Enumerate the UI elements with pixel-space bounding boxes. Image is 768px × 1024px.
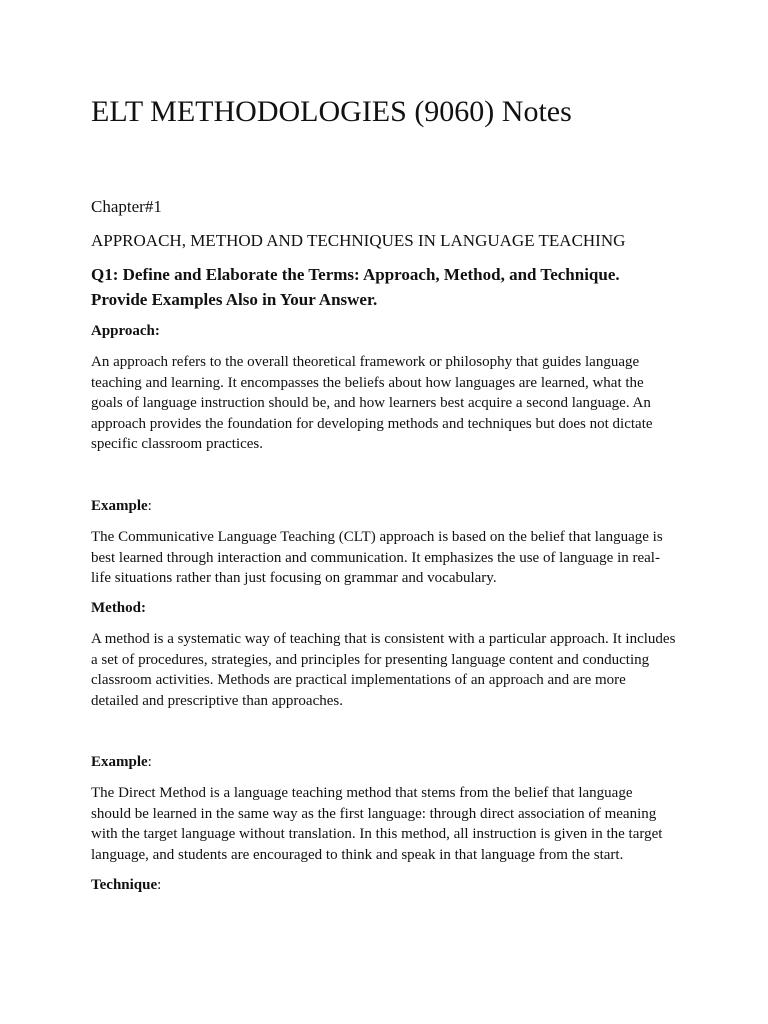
chapter-title: APPROACH, METHOD AND TECHNIQUES IN LANGUAGE TEACHING — [91, 231, 626, 250]
approach-example-label — [91, 496, 152, 516]
technique-label — [91, 875, 161, 895]
method-label-text: Method: — [91, 600, 146, 616]
method-example-line: with the target language without translation. In this method, all instruction is given in the target — [91, 826, 663, 842]
question-heading — [91, 262, 671, 312]
chapter-number: Chapter#1 — [91, 197, 162, 216]
approach-example-paragraph — [91, 527, 681, 589]
approach-example-line: best learned through interaction and communication. It emphasizes the use of language in real- — [91, 549, 660, 566]
question-line-1: Q1: Define and Elaborate the Terms: Approach, Method, and Technique. — [91, 265, 620, 284]
method-line: detailed and prescriptive than approaches. — [91, 692, 343, 709]
method-example-line: language, and students are encouraged to think and speak in that language from the start. — [91, 846, 624, 863]
method-example-line: should be learned in the same way as the first language: through direct association of meaning — [91, 805, 657, 822]
question-line-2: Provide Examples Also in Your Answer. — [91, 290, 378, 309]
approach-example-line: The Communicative Language Teaching (CLT) approach is based on the belief that language is — [91, 529, 663, 545]
approach-line: teaching and learning. It encompasses the beliefs about how languages are learned, what the — [91, 374, 644, 391]
approach-label-text: Approach: — [91, 323, 160, 339]
approach-line: goals of language instruction should be, and how learners best acquire a second language. An — [91, 395, 651, 411]
method-example-label — [91, 752, 152, 772]
method-line: a set of procedures, strategies, and principles for presenting language content and conducting — [91, 651, 650, 668]
method-example-label-text: Example — [91, 754, 148, 770]
method-paragraph — [91, 629, 681, 711]
method-example-colon: : — [147, 754, 152, 770]
approach-line: specific classroom practices. — [91, 436, 264, 452]
document-title: ELT METHODOLOGIES (9060) Notes — [91, 95, 572, 128]
method-line: classroom activities. Methods are practical implementations of an approach and are more — [91, 672, 626, 688]
technique-colon: : — [157, 877, 162, 893]
approach-example-line: life situations rather than just focusing on grammar and vocabulary. — [91, 570, 497, 586]
method-line: A method is a systematic way of teaching that is consistent with a particular approach. It includes — [91, 631, 676, 647]
approach-line: approach provides the foundation for developing methods and techniques but does not dictate — [91, 415, 653, 432]
method-example-paragraph — [91, 783, 681, 865]
method-label — [91, 598, 146, 618]
approach-label — [91, 321, 160, 341]
approach-line: An approach refers to the overall theoretical framework or philosophy that guides language — [91, 354, 640, 370]
method-example-line: The Direct Method is a language teaching method that stems from the belief that language — [91, 785, 633, 801]
approach-paragraph — [91, 352, 681, 455]
technique-label-text: Technique — [91, 877, 158, 893]
approach-example-label-text: Example — [91, 498, 148, 514]
approach-example-colon: : — [147, 498, 152, 514]
